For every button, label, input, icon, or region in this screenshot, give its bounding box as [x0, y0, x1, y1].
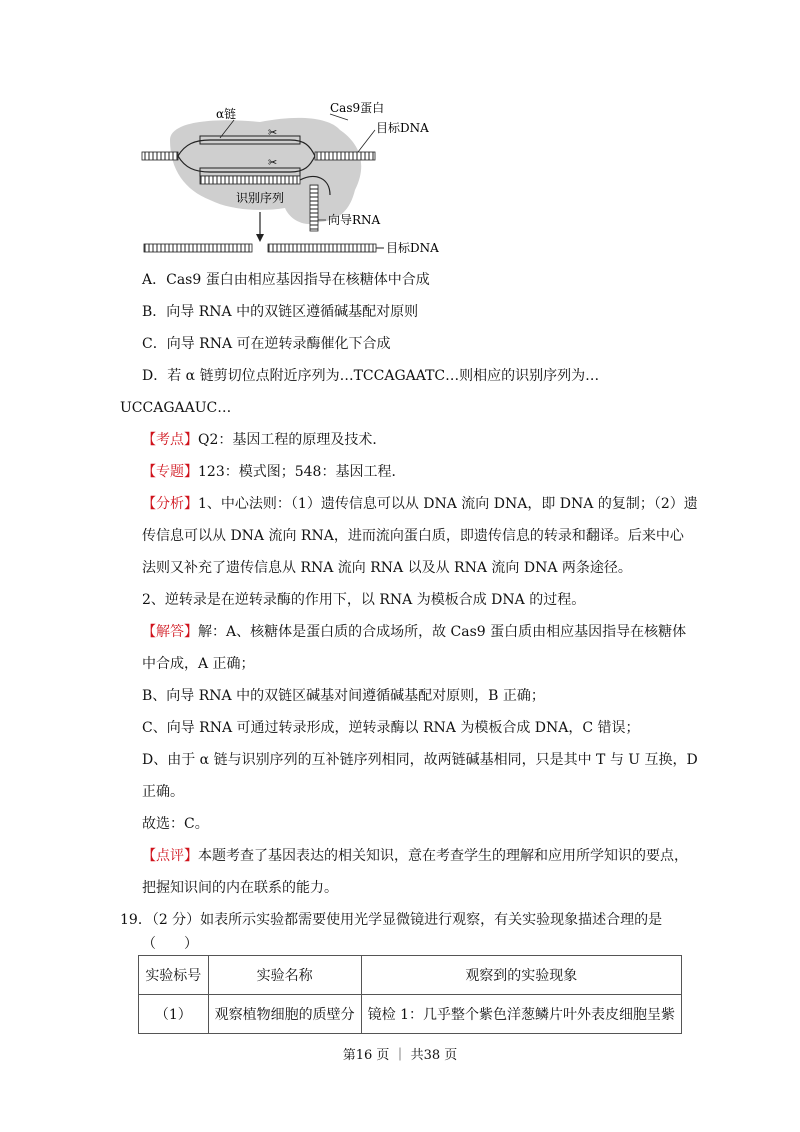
scissors-icon: ✂	[268, 126, 278, 139]
label-target-dna-bottom: 目标DNA	[386, 241, 439, 255]
arrow-down-icon	[256, 234, 264, 242]
table-header-cell: 实验标号	[139, 956, 209, 995]
dna-strand-left	[142, 152, 178, 160]
zhuanti-line	[142, 462, 405, 482]
jieda-line-7: 故选：C。	[142, 816, 209, 832]
dna-cut-left	[144, 244, 252, 252]
cas9-diagram	[140, 100, 440, 262]
fenxi-tag: 【分析】	[142, 496, 198, 512]
fenxi-line-4: 2、逆转录是在逆转录酶的作用下，以 RNA 为模板合成 DNA 的过程。	[142, 592, 586, 608]
guide-rna-pairing	[200, 176, 300, 184]
table-cell: （1）	[139, 995, 209, 1034]
table-row	[139, 995, 682, 1034]
dianping-text-1: 本题考查了基因表达的相关知识，意在考查学生的理解和应用所学知识的要点，	[198, 848, 688, 864]
jieda-line-5: D、由于 α 链与识别序列的互补链序列相同，故两链碱基相同，只是其中 T 与 U 互换，D	[142, 752, 698, 768]
question-19-bracket: （ ）	[142, 936, 198, 952]
label-cas9: Cas9蛋白	[330, 101, 385, 115]
option-c: C．向导 RNA 可在逆转录酶催化下合成	[142, 336, 391, 352]
table-cell: 观察植物细胞的质壁分	[208, 995, 361, 1034]
page-footer: 第16 页 ｜ 共38 页	[342, 1048, 458, 1063]
guide-rna-stem	[310, 185, 318, 231]
dna-strand-right	[315, 152, 375, 160]
jieda-tag: 【解答】	[142, 624, 198, 640]
jieda-line-3: B、向导 RNA 中的双链区碱基对间遵循碱基配对原则，B 正确；	[142, 688, 545, 704]
label-guide-rna: 向导RNA	[328, 213, 381, 227]
jieda-line-1	[142, 622, 686, 642]
option-d: D．若 α 链剪切位点附近序列为…TCCAGAATC…则相应的识别序列为…	[142, 368, 600, 384]
jieda-line-4: C、向导 RNA 可通过转录形成，逆转录酶以 RNA 为模板合成 DNA，C 错误；	[142, 720, 640, 736]
kaodian-line	[142, 430, 386, 450]
fenxi-line-3: 法则又补充了遗传信息从 RNA 流向 RNA 以及从 RNA 流向 DNA 两条途径。	[142, 560, 632, 576]
option-b: B．向导 RNA 中的双链区遵循碱基配对原则	[142, 304, 419, 320]
label-recognition: 识别序列	[236, 191, 285, 205]
dna-cut-right	[268, 244, 376, 252]
zhuanti-text: 123：模式图；548：基因工程．	[198, 464, 406, 480]
jieda-text-1: 解：A、核糖体是蛋白质的合成场所，故 Cas9 蛋白质由相应基因指导在核糖体	[198, 624, 687, 640]
fenxi-line-1	[142, 494, 698, 514]
option-d-continued: UCCAGAAUC…	[120, 400, 232, 416]
fenxi-text-1: 1、中心法则：（1）遗传信息可以从 DNA 流向 DNA，即 DNA 的复制；（2）遗	[198, 496, 698, 512]
experiment-table	[138, 955, 682, 1034]
scissors-icon: ✂	[268, 156, 278, 169]
fenxi-line-2: 传信息可以从 DNA 流向 RNA，进而流向蛋白质，即遗传信息的转录和翻译。后来中心	[142, 528, 684, 544]
table-header-row	[139, 956, 682, 995]
question-19-stem: 19．（2 分）如表所示实验都需要使用光学显微镜进行观察，有关实验现象描述合理的是	[120, 912, 663, 928]
dianping-line-2: 把握知识间的内在联系的能力。	[142, 880, 338, 896]
option-a: A．Cas9 蛋白由相应基因指导在核糖体中合成	[142, 272, 430, 288]
label-target-dna-top: 目标DNA	[376, 121, 429, 135]
jieda-line-2: 中合成，A 正确；	[142, 656, 255, 672]
zhuanti-tag: 【专题】	[142, 464, 198, 480]
label-alpha: α链	[216, 107, 237, 121]
table-header-cell: 观察到的实验现象	[361, 956, 681, 995]
jieda-line-6: 正确。	[142, 784, 184, 800]
table-header-cell: 实验名称	[208, 956, 361, 995]
kaodian-text: Q2：基因工程的原理及技术．	[198, 432, 387, 448]
dianping-line-1	[142, 846, 688, 866]
table-cell: 镜检 1：几乎整个紫色洋葱鳞片叶外表皮细胞呈紫	[361, 995, 681, 1034]
kaodian-tag: 【考点】	[142, 432, 198, 448]
dianping-tag: 【点评】	[142, 848, 198, 864]
